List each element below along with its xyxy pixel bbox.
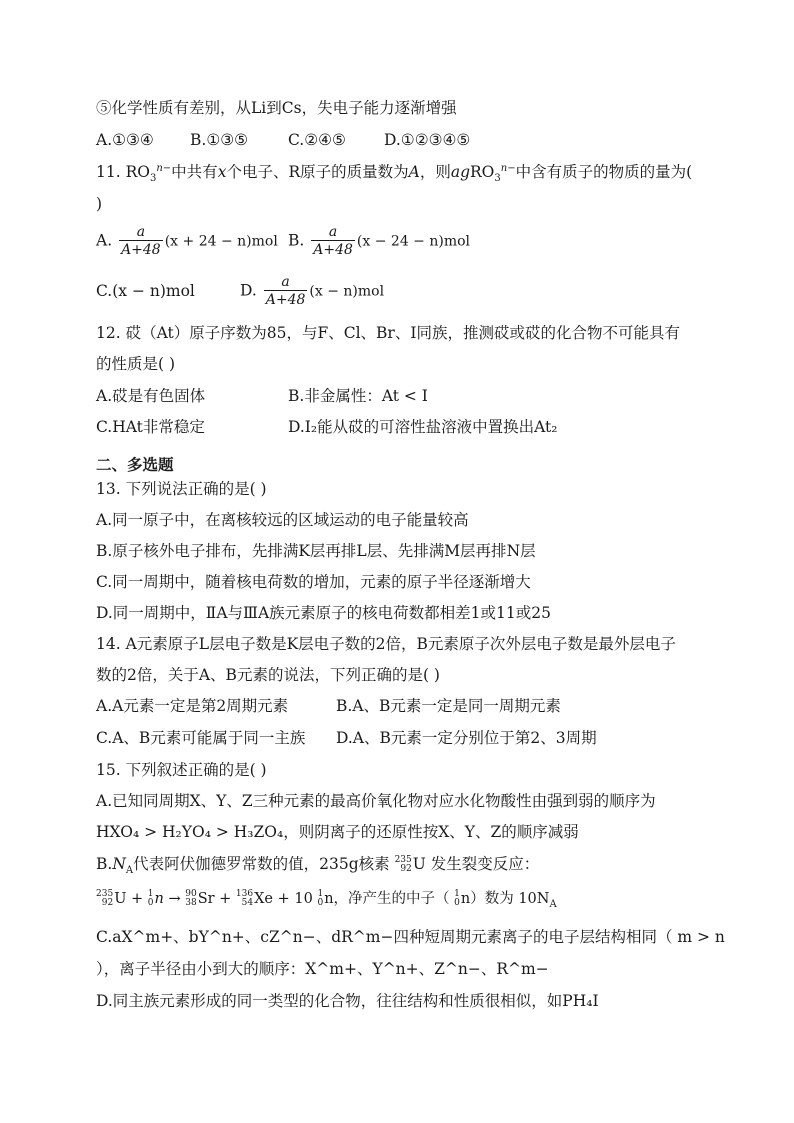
q10-option-c[interactable]: C.②④⑤	[288, 131, 346, 149]
q14-option-c[interactable]: C.A、B元素可能属于同一主族	[96, 729, 306, 747]
q12-option-d[interactable]: D.I₂能从砹的可溶性盐溶液中置换出At₂	[288, 418, 558, 436]
fraction-a-over-a48: $\frac{a}{A+48}$	[313, 224, 353, 258]
q14-option-d[interactable]: D.A、B元素一定分别位于第2、3周期	[336, 729, 597, 747]
fraction-a-over-a48: $\frac{a}{A+48}$	[121, 224, 161, 258]
q10-option-a[interactable]: A.①③④	[96, 131, 154, 149]
q13-option-b[interactable]: B.原子核外电子排布，先排满K层再排L层、先排满M层再排N层	[96, 542, 536, 560]
q13-option-d[interactable]: D.同一周期中，ⅡA与ⅢA族元素原子的核电荷数都相差1或11或25	[96, 604, 551, 622]
fraction-a-over-a48: $\frac{a}{A+48}$	[265, 274, 306, 308]
q12-option-c[interactable]: C.HAt非常稳定	[96, 418, 205, 436]
q15-option-b-line2: 235 92 U + 1 0 n → 90 38 Sr + 136 54 Xe + 10 1 0 n，净产生的中子（ 1 0 n）数为 $10N_A$	[96, 889, 557, 910]
nuclide-u235-left: 235 92	[96, 889, 114, 908]
q13-option-a[interactable]: A.同一原子中，在离核较远的区域运动的电子能量较高	[96, 511, 469, 529]
q11-option-a[interactable]: A. $\frac{a}{A+48}$ (x + 24 − n)mol	[96, 224, 278, 258]
q13-option-c[interactable]: C.同一周期中，随着核电荷数的增加，元素的原子半径逐渐增大	[96, 573, 531, 591]
q15-option-a-line2: HXO₄ > H₂YO₄ > H₃ZO₄，则阴离子的还原性按X、Y、Z的顺序减弱	[96, 823, 579, 841]
q14-stem-line2: 数的2倍，关于A、B元素的说法，下列正确的是( )	[96, 666, 440, 684]
q15-option-c-line1[interactable]: C.aX^m+、bY^n+、cZ^n−、dR^m−四种短周期元素离子的电子层结构相同（ m > n	[96, 928, 725, 946]
q10-option-b[interactable]: B.①③⑤	[190, 131, 249, 149]
section-heading-multiple-choice: 二、多选题	[96, 456, 174, 474]
q11-option-c[interactable]: C.(x − n)mol	[96, 282, 195, 300]
q13-stem: 13. 下列说法正确的是( )	[96, 480, 267, 498]
nuclide-sr90: 90 38	[185, 889, 197, 908]
q14-option-b[interactable]: B.A、B元素一定是同一周期元素	[336, 697, 561, 715]
q12-stem-line2: 的性质是( )	[96, 355, 176, 373]
nuclide-neutron-3: 1 0	[454, 889, 460, 908]
q11-close-paren: )	[96, 195, 103, 213]
q15-option-c-line2: ），离子半径由小到大的顺序：X^m+、Y^n+、Z^n−、R^m−	[96, 960, 549, 978]
q15-option-d[interactable]: D.同主族元素形成的同一类型的化合物，往往结构和性质很相似，如PH₄I	[96, 992, 599, 1010]
q10-option-d[interactable]: D.①②③④⑤	[384, 131, 471, 149]
nuclide-xe136: 136 54	[235, 889, 254, 908]
statement-5: ⑤化学性质有差别，从Li到Cs，失电子能力逐渐增强	[96, 99, 457, 117]
q11-stem: 11. $RO_3^{n-}$中共有x个电子、R原子的质量数为A，则agRO$_3^{n-}$中含有质子的物质的量为(	[96, 162, 693, 185]
q12-option-a[interactable]: A.砹是有色固体	[96, 387, 206, 405]
nuclide-neutron: 1 0	[147, 889, 154, 908]
q14-option-a[interactable]: A.A元素一定是第2周期元素	[96, 697, 289, 715]
q11-option-b[interactable]: B. $\frac{a}{A+48}$ (x − 24 − n)mol	[288, 224, 471, 258]
q15-option-a-line1[interactable]: A.已知同周期X、Y、Z三种元素的最高价氧化物对应水化物酸性由强到弱的顺序为	[96, 792, 656, 810]
q15-stem: 15. 下列叙述正确的是( )	[96, 761, 267, 779]
q12-stem-line1: 12. 砹（At）原子序数为85，与F、Cl、Br、I同族，推测砹或砹的化合物不可能具有	[96, 324, 680, 342]
q14-stem-line1: 14. A元素原子L层电子数是K层电子数的2倍，B元素原子次外层电子数是最外层电子	[96, 635, 676, 653]
q11-option-d[interactable]: D. $\frac{a}{A+48}$ (x − n)mol	[240, 274, 385, 308]
q15-option-b-line1[interactable]: $B.N_A$代表阿伏伽德罗常数的值，235g核素 235 92 U 发生裂变反应：	[96, 855, 540, 877]
nuclide-neutron-2: 1 0	[317, 889, 324, 908]
q12-option-b[interactable]: B.非金属性：At < I	[288, 387, 428, 405]
nuclide-u235: 235 92	[394, 855, 412, 874]
